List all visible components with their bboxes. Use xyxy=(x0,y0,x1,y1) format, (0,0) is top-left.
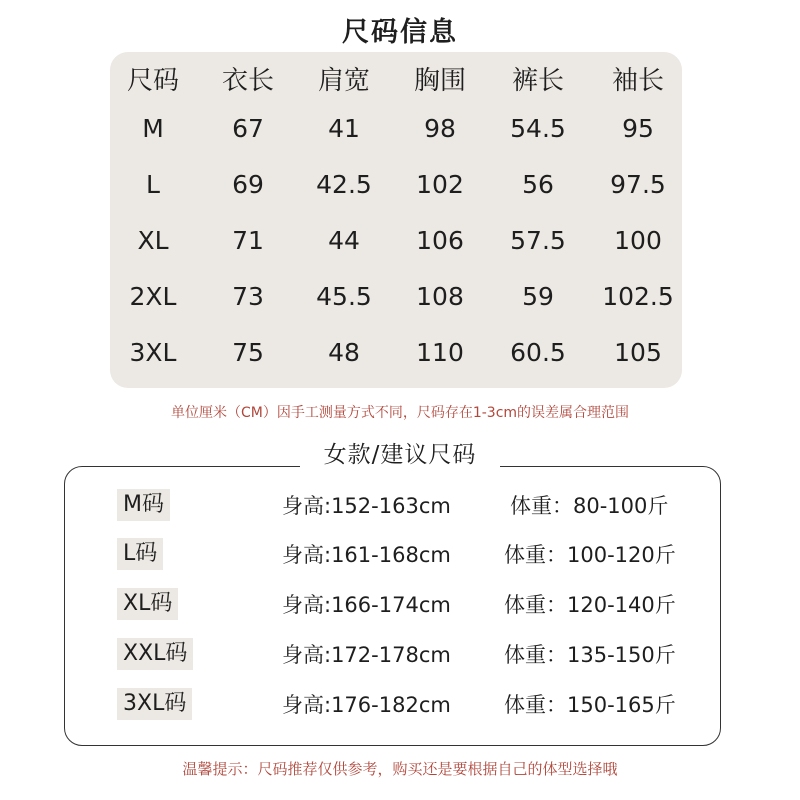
table-row xyxy=(110,272,682,322)
table-cell: L xyxy=(146,170,160,199)
weight-range: 体重：120-140斤 xyxy=(504,593,676,617)
page-title: 尺码信息 xyxy=(342,17,458,48)
recommendation-row xyxy=(0,688,800,722)
table-cell: 57.5 xyxy=(510,226,566,255)
height-range: 身高:161-168cm xyxy=(282,543,451,567)
recommendation-row xyxy=(0,638,800,672)
table-cell: 106 xyxy=(416,226,464,255)
header-shoulder: 肩宽 xyxy=(317,66,370,96)
size-tag: XL码 xyxy=(117,588,178,620)
table-cell: XL xyxy=(137,226,169,255)
size-tag: 3XL码 xyxy=(117,688,192,720)
table-cell: 42.5 xyxy=(316,170,372,199)
table-cell: 108 xyxy=(416,282,464,311)
table-cell: 97.5 xyxy=(610,170,666,199)
friendly-tip: 温馨提示：尺码推荐仅供参考，购买还是要根据自己的体型选择哦 xyxy=(182,760,618,778)
size-tag: L码 xyxy=(117,538,163,570)
header-pants-length: 裤长 xyxy=(511,66,564,96)
table-cell: 2XL xyxy=(129,282,177,311)
weight-range: 体重：150-165斤 xyxy=(504,693,676,717)
size-chart-panel xyxy=(110,52,682,388)
recommendation-row xyxy=(0,489,800,523)
height-range: 身高:176-182cm xyxy=(282,693,451,717)
table-cell: 41 xyxy=(328,114,360,143)
table-row xyxy=(110,104,682,154)
table-cell: 71 xyxy=(232,226,264,255)
table-cell: 45.5 xyxy=(316,282,372,311)
header-length: 衣长 xyxy=(221,66,274,96)
table-cell: 105 xyxy=(614,338,662,367)
table-cell: 54.5 xyxy=(510,114,566,143)
table-cell: 69 xyxy=(232,170,264,199)
measurement-note: 单位厘米（CM）因手工测量方式不同，尺码存在1-3cm的误差属合理范围 xyxy=(170,405,630,421)
table-cell: 67 xyxy=(232,114,264,143)
table-cell: 73 xyxy=(232,282,264,311)
women-section-title: 女款/建议尺码 xyxy=(300,438,500,472)
recommendation-row xyxy=(0,588,800,622)
header-size: 尺码 xyxy=(126,66,179,96)
table-cell: 75 xyxy=(232,338,264,367)
table-cell: 98 xyxy=(424,114,456,143)
table-cell: 59 xyxy=(522,282,554,311)
table-cell: 100 xyxy=(614,226,662,255)
table-cell: 102.5 xyxy=(602,282,674,311)
table-row xyxy=(110,328,682,378)
height-range: 身高:152-163cm xyxy=(282,494,451,518)
table-cell: 110 xyxy=(416,338,464,367)
table-cell: M xyxy=(142,114,164,143)
table-cell: 44 xyxy=(328,226,360,255)
size-tag: XXL码 xyxy=(117,638,193,670)
weight-range: 体重：80-100斤 xyxy=(510,494,669,518)
height-range: 身高:172-178cm xyxy=(282,643,451,667)
table-cell: 95 xyxy=(622,114,654,143)
table-cell: 56 xyxy=(522,170,554,199)
size-tag: M码 xyxy=(117,489,170,521)
table-cell: 60.5 xyxy=(510,338,566,367)
header-chest: 胸围 xyxy=(413,66,466,96)
weight-range: 体重：135-150斤 xyxy=(504,643,676,667)
table-cell: 102 xyxy=(416,170,464,199)
table-row xyxy=(110,160,682,210)
table-cell: 48 xyxy=(328,338,360,367)
header-sleeve: 袖长 xyxy=(611,66,664,96)
weight-range: 体重：100-120斤 xyxy=(504,543,676,567)
table-row xyxy=(110,216,682,266)
size-table xyxy=(110,52,682,388)
recommendation-row xyxy=(0,538,800,572)
table-cell: 3XL xyxy=(129,338,177,367)
height-range: 身高:166-174cm xyxy=(282,593,451,617)
table-header-row xyxy=(110,56,682,106)
